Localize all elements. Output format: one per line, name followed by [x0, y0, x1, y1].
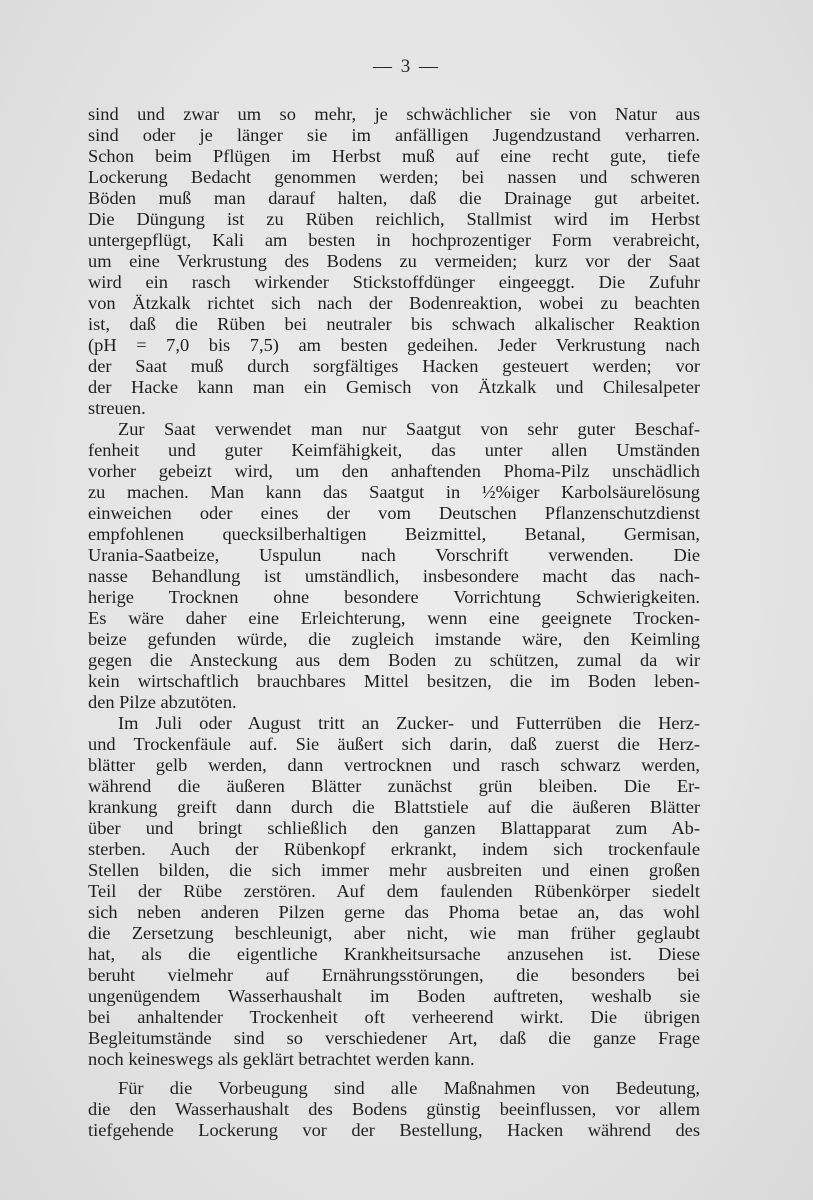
text-line: die Zersetzung beschleunigt, aber nicht, wie man früher geglaubt [88, 923, 700, 943]
text-line: Stellen bilden, die sich immer mehr ausbreiten und einen großen [88, 860, 700, 880]
text-line: wird ein rasch wirkender Stickstoffdünger eingeeggt. Die Zufuhr [88, 272, 700, 292]
text-line: der Hacke kann man ein Gemisch von Ätzkalk und Chilesalpeter [88, 377, 700, 397]
text-line: vorher gebeizt wird, um den anhaftenden Phoma-Pilz unschädlich [88, 461, 700, 481]
text-line: herige Trocknen ohne besondere Vorrichtung Schwierigkeiten. [88, 587, 700, 607]
text-line: hat, als die eigentliche Krankheitsursache anzusehen ist. Diese [88, 944, 700, 964]
text-line: blätter gelb werden, dann vertrocknen und rasch schwarz werden, [88, 755, 700, 775]
page-number: — 3 — [373, 56, 440, 77]
text-line: bei anhaltender Trockenheit oft verheerend wirkt. Die übrigen [88, 1007, 700, 1027]
text-line: Im Juli oder August tritt an Zucker- und Futterrüben die Herz- [118, 713, 700, 733]
text-line: einweichen oder eines der vom Deutschen Pflanzenschutzdienst [88, 503, 700, 523]
text-line: sterben. Auch der Rübenkopf erkrankt, indem sich trockenfaule [88, 839, 700, 859]
text-line: fenheit und guter Keimfähigkeit, das unter allen Umständen [88, 440, 700, 460]
text-line: kein wirtschaftlich brauchbares Mittel besitzen, die im Boden leben- [88, 671, 700, 691]
text-line: die den Wasserhaushalt des Bodens günstig beeinflussen, vor allem [88, 1099, 700, 1119]
text-line: krankung greift dann durch die Blattstiele auf die äußeren Blätter [88, 797, 700, 817]
text-line: Begleitumstände sind so verschiedener Art, daß die ganze Frage [88, 1028, 700, 1048]
text-line: der Saat muß durch sorgfältiges Hacken gesteuert werden; vor [88, 356, 700, 376]
paragraph-2 [88, 419, 700, 713]
text-line: noch keineswegs als geklärt betrachtet werden kann. [88, 1049, 475, 1069]
text-line: über und bringt schließlich den ganzen Blattapparat zum Ab- [88, 818, 700, 838]
text-line: Lockerung Bedacht genommen werden; bei nassen und schweren [88, 167, 700, 187]
text-line: sind und zwar um so mehr, je schwächlicher sie von Natur aus [88, 104, 700, 124]
text-line: sich neben anderen Pilzen gerne das Phoma betae an, das wohl [88, 902, 700, 922]
text-line: tiefgehende Lockerung vor der Bestellung, Hacken während des [88, 1120, 700, 1140]
text-line: den Pilze abzutöten. [88, 692, 237, 712]
text-line: empfohlenen quecksilberhaltigen Beizmittel, Betanal, Germisan, [88, 524, 700, 544]
text-line: sind oder je länger sie im anfälligen Jugendzustand verharren. [88, 125, 700, 145]
text-line: untergepflügt, Kali am besten in hochprozentiger Form verabreicht, [88, 230, 700, 250]
text-line: Urania-Saatbeize, Uspulun nach Vorschrift verwenden. Die [88, 545, 700, 565]
paragraph-3 [88, 713, 700, 1070]
text-line: Für die Vorbeugung sind alle Maßnahmen von Bedeutung, [118, 1078, 700, 1098]
text-line: beize gefunden würde, die zugleich imstande wäre, den Keimling [88, 629, 700, 649]
text-line: von Ätzkalk richtet sich nach der Bodenreaktion, wobei zu beachten [88, 293, 700, 313]
text-line: gegen die Ansteckung aus dem Boden zu schützen, zumal da wir [88, 650, 700, 670]
text-line: Es wäre daher eine Erleichterung, wenn eine geeignete Trocken- [88, 608, 700, 628]
text-line: Schon beim Pflügen im Herbst muß auf eine recht gute, tiefe [88, 146, 700, 166]
text-line: Teil der Rübe zerstören. Auf dem faulenden Rübenkörper siedelt [88, 881, 700, 901]
text-line: (pH = 7,0 bis 7,5) am besten gedeihen. Jeder Verkrustung nach [88, 335, 700, 355]
text-line: nasse Behandlung ist umständlich, insbesondere macht das nach- [88, 566, 700, 586]
text-line: um eine Verkrustung des Bodens zu vermeiden; kurz vor der Saat [88, 251, 700, 271]
text-line: Zur Saat verwendet man nur Saatgut von sehr guter Beschaf- [118, 419, 700, 439]
text-line: Böden muß man darauf halten, daß die Drainage gut arbeitet. [88, 188, 700, 208]
text-line: während die äußeren Blätter zunächst grün bleiben. Die Er- [88, 776, 700, 796]
text-line: zu machen. Man kann das Saatgut in ½%iger Karbolsäurelösung [88, 482, 700, 502]
text-line: beruht vielmehr auf Ernährungsstörungen, die besonders bei [88, 965, 700, 985]
text-line: und Trockenfäule auf. Sie äußert sich darin, daß zuerst die Herz- [88, 734, 700, 754]
text-line: ungenügendem Wasserhaushalt im Boden auftreten, weshalb sie [88, 986, 700, 1006]
text-line: streuen. [88, 398, 146, 418]
text-line: ist, daß die Rüben bei neutraler bis schwach alkalischer Reaktion [88, 314, 700, 334]
paragraph-1 [88, 104, 700, 419]
paragraph-4 [88, 1078, 700, 1141]
text-line: Die Düngung ist zu Rüben reichlich, Stallmist wird im Herbst [88, 209, 700, 229]
body-text [88, 104, 700, 1141]
